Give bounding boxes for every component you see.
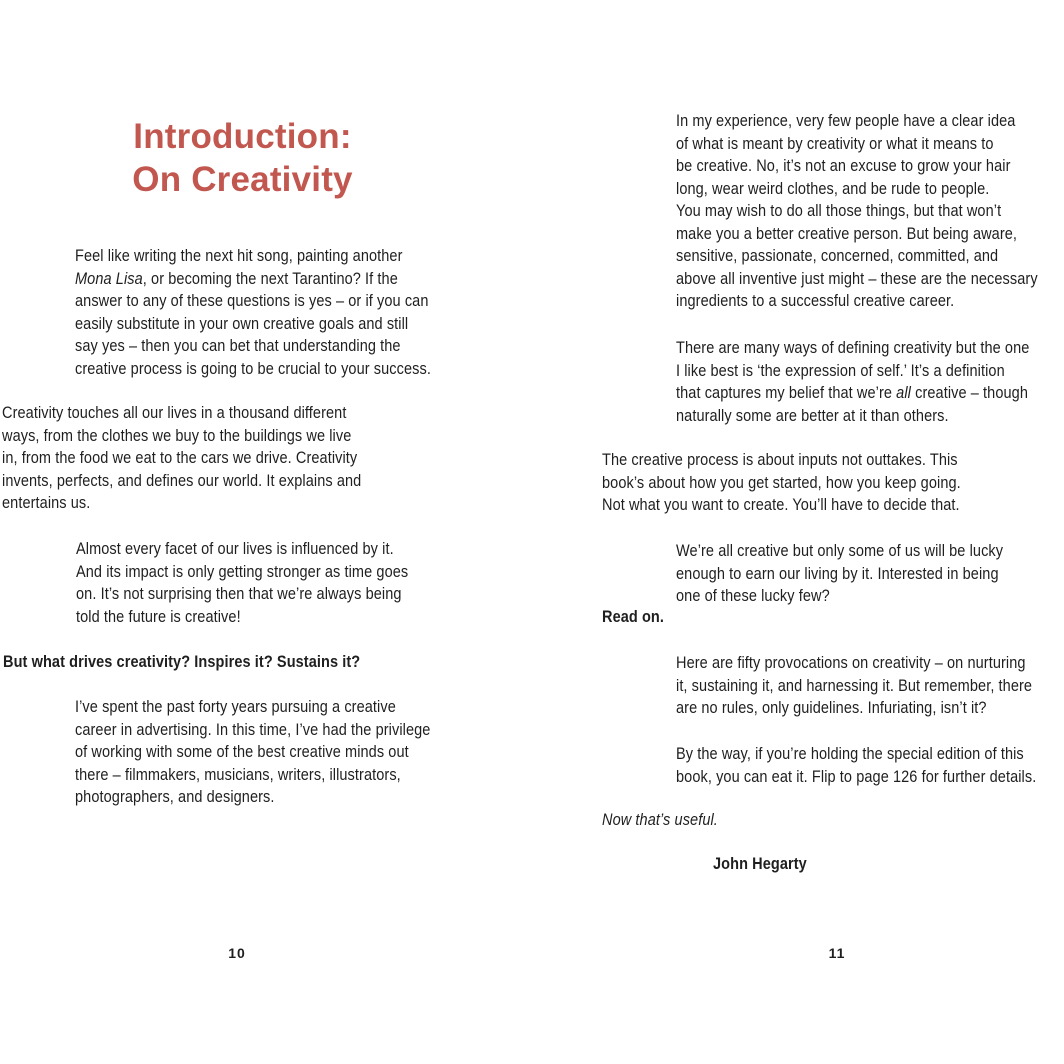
emphasis-line: But what drives creativity? Inspires it? Sustains it? bbox=[3, 653, 361, 671]
paragraph: In my experience, very few people have a clear idea of what is meant by creativity or what it means to be creative. No, it’s not an excuse to grow your hair long, wear weird clothes, and be rude to people. You may wish to do all those things, but that won’t make you a better creative person. But being aware, sensitive, passionate, concerned, committed, and above all inventive just might – these are the necessary ingredients to a successful creative career. bbox=[676, 112, 1038, 310]
paragraph: Here are fifty provocations on creativity – on nurturing it, sustaining it, and harnessing it. But remember, there are no rules, only guidelines. Infuriating, isn’t it? bbox=[676, 654, 1033, 717]
chapter-title: Introduction: On Creativity bbox=[132, 117, 353, 200]
paragraph: We’re all creative but only some of us will be lucky enough to earn our living by it. Interested in being one of these lucky few? bbox=[676, 542, 1004, 605]
paragraph: I’ve spent the past forty years pursuing a creative career in advertising. In this time, I’ve had the privilege of working with some of the best creative minds out there – filmmakers, musicians, writers, illustrators, photographers, and designers. bbox=[75, 698, 431, 806]
paragraph: Feel like writing the next hit song, painting another Mona Lisa, or becoming the next Tarantino? If the answer to any of these questions is yes – or if you can easily substitute in your own creative goals and still say yes – then you can bet that understanding the creative process is going to be crucial to your success. bbox=[75, 247, 432, 378]
page-number-right: 11 bbox=[828, 945, 846, 961]
paragraph: Almost every facet of our lives is influenced by it. And its impact is only getting stronger as time goes on. It’s not surprising then that we’re always being told the future is creative! bbox=[76, 540, 409, 626]
read-on-line: Read on. bbox=[602, 608, 665, 626]
author-name: John Hegarty bbox=[713, 855, 807, 873]
closing-note: Now that’s useful. bbox=[602, 811, 718, 829]
paragraph: There are many ways of defining creativity but the one I like best is ‘the expression of self.’ It’s a definition that captures my belief that we’re all creative – though naturally some are better at it than others. bbox=[676, 339, 1030, 425]
paragraph: By the way, if you’re holding the special edition of this book, you can eat it. Flip to page 126 for further details. bbox=[676, 745, 1037, 786]
paragraph: Creativity touches all our lives in a thousand different ways, from the clothes we buy to the buildings we live in, from the food we eat to the cars we drive. Creativity invents, perfects, and defines our world. It explains and entertains us. bbox=[2, 404, 362, 512]
page-number-left: 10 bbox=[228, 945, 246, 961]
paragraph: The creative process is about inputs not outtakes. This book’s about how you get started, how you keep going. Not what you want to create. You’ll have to decide that. bbox=[602, 451, 961, 514]
